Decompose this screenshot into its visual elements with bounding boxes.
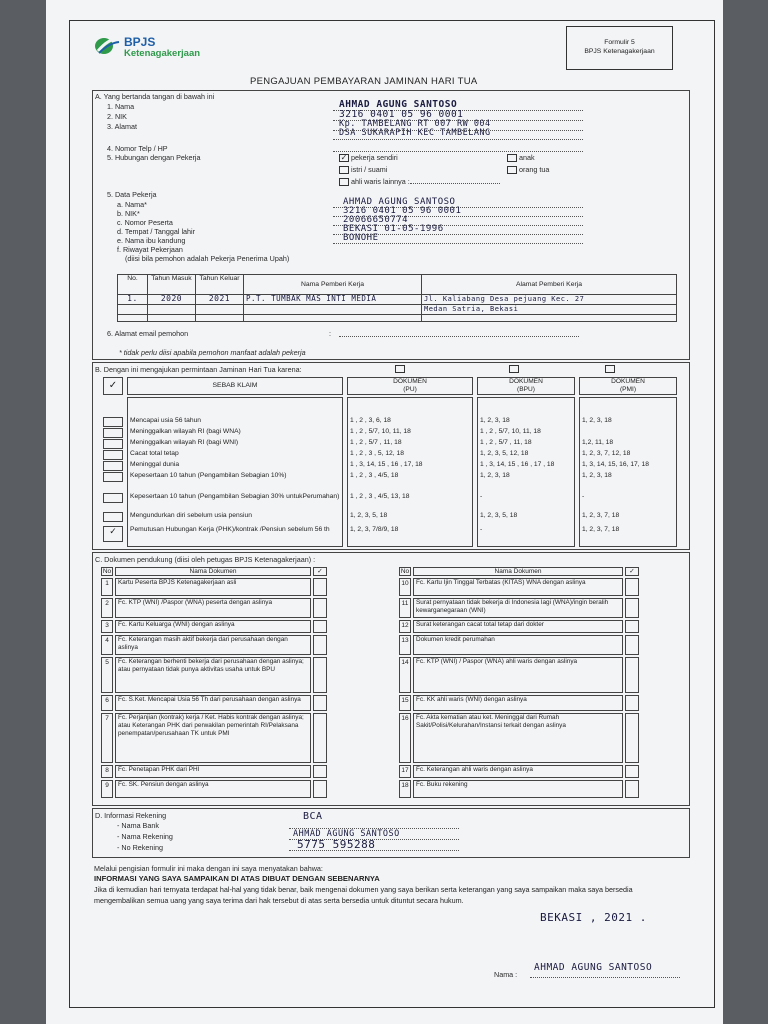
reason-doc-bpu: 1, 2, 3, 5, 18 [480, 512, 518, 519]
ahli-waris-checkbox[interactable] [339, 178, 349, 186]
reason-checkbox[interactable]: ✓ [103, 526, 123, 542]
label-email: 6. Alamat email pemohon [107, 329, 189, 338]
doc-name: Fc. Perjanjian (kontrak) kerja / Ket. Habis kontrak dengan aslinya; atau Keterangan PHK dari perwakilan pemerintah RI/Pelaksana penempatan/perusahaan TK untuk PMI [115, 713, 311, 763]
reason-label: Mencapai usia 56 tahun [130, 417, 202, 424]
doc-checkbox[interactable] [625, 578, 639, 596]
pekerja-nama-value[interactable]: AHMAD AGUNG SANTOSO [343, 197, 456, 207]
reason-doc-pu: 1 , 2 , 3 , 4/5, 13, 18 [350, 493, 410, 500]
doc-checkbox[interactable] [313, 765, 327, 778]
riwayat-col-masuk: Tahun Masuk [148, 275, 196, 295]
doc-number: 6 [101, 695, 113, 711]
section-b-heading: B. Dengan ini mengajukan permintaan Jaminan Hari Tua karena: [95, 365, 302, 374]
doc-checkbox[interactable] [625, 657, 639, 693]
reason-checkbox[interactable] [103, 450, 123, 460]
section-b [92, 362, 690, 550]
doc-number: 9 [101, 780, 113, 798]
left-doc-col-nama: Nama Dokumen [115, 567, 311, 576]
riwayat-col-pemberi: Nama Pemberi Kerja [244, 275, 422, 295]
doc-number: 11 [399, 598, 411, 618]
riwayat-col-no: No. [118, 275, 148, 295]
doc-number: 1 [101, 578, 113, 596]
reason-checkbox[interactable] [103, 428, 123, 438]
doc-number: 15 [399, 695, 411, 711]
dokumen-pu-header: DOKUMEN (PU) [347, 377, 473, 395]
ttl-value[interactable]: BEKASI 01-05-1996 [343, 224, 444, 234]
riwayat-masuk[interactable]: 2020 [148, 295, 196, 305]
pekerja-checkbox[interactable]: ✓ [340, 153, 348, 163]
reason-doc-bpu: 1, 2, 3, 5, 12, 18 [480, 450, 529, 457]
doc-checkbox[interactable] [313, 780, 327, 798]
istri-checkbox[interactable] [339, 166, 349, 174]
sebab-klaim-header: SEBAB KLAIM [127, 377, 343, 395]
doc-number: 14 [399, 657, 411, 693]
reason-doc-pmi: 1, 2, 3, 7, 18 [582, 512, 620, 519]
reason-doc-pmi: 1, 2, 3, 18 [582, 472, 612, 479]
reason-doc-pu: 1 , 2 , 3 , 4/5, 18 [350, 472, 399, 479]
reason-doc-pmi: 1, 2, 3, 18 [582, 417, 612, 424]
reason-label: Kepesertaan 10 tahun (Pengambilan Sebagian 10%) [130, 472, 287, 479]
reason-doc-bpu: 1 , 2 , 5/7 , 11, 18 [480, 439, 532, 446]
ibu-value[interactable]: BONOHE [343, 233, 379, 243]
section-a: A. Yang bertanda tangan di bawah ini 1. Nama 2. NIK 3. Alamat 4. Nomor Telp / HP 5. Hubungan dengan Pekerja AHMAD AGUNG SANTOSO 3216 0401 05 96 0001 Kp. TAMBELANG RT 007 RW 004 DSA SUKARAPIH KEC TAMBELANG ✓ pekerja sendiri istri / suami ahli waris lainnya : anak orang tua 5. Data Pekerja a. Nama* b. NIK* c. Nomor Peserta d. Tempat / Tanggal lahir e. Nama ibu kandung f. Riwayat Pekerjaan (diisi bila pemohon adalah Pekerja Penerima Upah) AHMAD AGUNG SANTOSO 3216 0401 05 96 0001 20066650774 BEKASI 01-05-1996 BONOHE No. Tahun Masuk Tahun Keluar Nama Pemberi Kerja Alamat Pemberi Kerja 1. 2020 2021 P.T. TUMBAK MAS INTI MEDIA Jl. Kaliabang Desa pejuang Kec. 27 Medan Satria, Bekasi 6. Alamat email pemohon : * tidak perlu diisi apabila pemohon manfaat adalah pekerja [92, 90, 690, 360]
doc-name: Dokumen kredit perumahan [413, 635, 623, 655]
reason-label: Cacat total tetap [130, 450, 179, 457]
reason-checkbox[interactable] [103, 461, 123, 471]
reason-label: Meninggalkan wilayah RI (bagi WNI) [130, 439, 239, 446]
label-alamat: 3. Alamat [107, 122, 137, 131]
section-a-note: * tidak perlu diisi apabila pemohon manfaat adalah pekerja [119, 348, 306, 357]
label-pekerja-nama: a. Nama* [117, 200, 147, 209]
doc-checkbox[interactable] [313, 657, 327, 693]
nama-rekening-value[interactable]: AHMAD AGUNG SANTOSO [293, 829, 400, 839]
form-page [46, 0, 723, 1024]
doc-checkbox[interactable] [625, 695, 639, 711]
riwayat-keluar[interactable]: 2021 [196, 295, 244, 305]
doc-name: Fc. KK ahli waris (WNI) dengan aslinya [413, 695, 623, 711]
doc-number: 5 [101, 657, 113, 693]
reason-doc-bpu: 1 , 2 , 5/7, 10, 11, 18 [480, 428, 541, 435]
label-nama-rekening: - Nama Rekening [117, 832, 173, 841]
reason-doc-bpu: - [480, 493, 483, 500]
reason-doc-pu: 1 , 2 , 3 , 5, 12, 18 [350, 450, 404, 457]
nama-value[interactable]: AHMAD AGUNG SANTOSO [339, 99, 458, 110]
riwayat-pemberi[interactable]: P.T. TUMBAK MAS INTI MEDIA [244, 295, 422, 305]
reason-checkbox[interactable] [103, 512, 123, 522]
reason-doc-pu: 1 , 2 , 5/7, 10, 11, 18 [350, 428, 411, 435]
nik-value[interactable]: 3216 0401 05 96 0001 [339, 109, 464, 120]
doc-number: 18 [399, 780, 411, 798]
doc-name: Kartu Peserta BPJS Ketenagakerjaan asli [115, 578, 311, 596]
orang-tua-checkbox[interactable] [507, 166, 517, 174]
reason-checkbox[interactable] [103, 472, 123, 482]
label-no-rekening: - No Rekening [117, 843, 163, 852]
section-a-heading: A. Yang bertanda tangan di bawah ini [95, 92, 215, 101]
doc-checkbox[interactable] [313, 635, 327, 655]
left-doc-col-no: No [102, 568, 112, 575]
relation-ahli-waris[interactable]: ahli waris lainnya : [339, 177, 500, 186]
relation-pekerja[interactable]: ✓ pekerja sendiri [340, 153, 398, 163]
data-pekerja-heading: 5. Data Pekerja [107, 190, 157, 199]
riwayat-row [118, 295, 677, 305]
doc-number: 7 [101, 713, 113, 763]
form-frame [69, 20, 715, 1008]
label-nik: 2. NIK [107, 112, 127, 121]
section-c-heading: C. Dokumen pendukung (diisi oleh petugas BPJS Ketenagakerjaan) : [95, 555, 316, 564]
doc-number: 4 [101, 635, 113, 655]
right-doc-col-no: No [400, 568, 410, 575]
label-riwayat: f. Riwayat Pekerjaan [117, 245, 183, 254]
bank-value[interactable]: BCA [303, 811, 323, 822]
section-c [92, 552, 690, 806]
doc-checkbox[interactable] [313, 620, 327, 633]
doc-checkbox[interactable] [313, 578, 327, 596]
doc-checkbox[interactable] [625, 598, 639, 618]
place-date[interactable]: BEKASI , 2021 . [540, 911, 647, 924]
doc-checkbox[interactable] [625, 620, 639, 633]
reason-checkbox[interactable] [103, 417, 123, 427]
reason-checkbox[interactable] [103, 439, 123, 449]
reason-doc-bpu: 1, 2, 3, 18 [480, 472, 510, 479]
relation-anak[interactable]: anak [507, 153, 535, 162]
doc-name: Fc. Keterangan ahli waris dengan aslinya [413, 765, 623, 778]
doc-name: Fc. SK. Pensiun dengan aslinya [115, 780, 311, 798]
reason-doc-pmi: 1, 2, 3, 7, 12, 18 [582, 450, 631, 457]
bpjs-logo-icon [94, 35, 120, 57]
reason-doc-pu: 1, 2, 3, 7/8/9, 18 [350, 526, 399, 533]
doc-number: 10 [399, 578, 411, 596]
dokumen-pmi-header: DOKUMEN (PMI) [579, 377, 677, 395]
doc-checkbox[interactable] [625, 713, 639, 763]
doc-name: Fc. Buku rekening [413, 780, 623, 798]
doc-name: Fc. S.Ket. Mencapai Usia 56 Th dari perusahaan dengan aslinya [115, 695, 311, 711]
doc-checkbox[interactable] [625, 635, 639, 655]
form-number: Formulir 5 [604, 39, 635, 46]
riwayat-col-alamat: Alamat Pemberi Kerja [422, 275, 677, 295]
reason-doc-bpu: 1 , 3, 14, 15 , 16 , 17 , 18 [480, 461, 555, 468]
alamat-value-2[interactable]: DSA SUKARAPIH KEC TAMBELANG [339, 128, 491, 138]
doc-name: Fc. Akta kematian atau ket. Meninggal dari Rumah Sakit/Polisi/Kelurahan/Instansi terkait dengan aslinya [413, 713, 623, 763]
pmi-checkbox[interactable] [605, 365, 615, 373]
anak-checkbox[interactable] [507, 154, 517, 162]
label-bank: - Nama Bank [117, 821, 159, 830]
doc-number: 12 [399, 620, 411, 633]
doc-number: 8 [101, 765, 113, 778]
riwayat-note: (diisi bila pemohon adalah Pekerja Penerima Upah) [125, 254, 290, 263]
bpu-checkbox[interactable] [509, 365, 519, 373]
reason-doc-pu: 1 , 2 , 5/7 , 11, 18 [350, 439, 402, 446]
reason-doc-bpu: 1, 2, 3, 18 [480, 417, 510, 424]
label-pekerja-nik: b. NIK* [117, 209, 140, 218]
reason-doc-pu: 1 , 3, 14, 15 , 16 , 17, 18 [350, 461, 423, 468]
logo-text: BPJS [124, 35, 156, 49]
right-doc-col-nama: Nama Dokumen [413, 567, 623, 576]
email-field[interactable] [339, 336, 579, 337]
reason-checkbox[interactable] [103, 493, 123, 503]
riwayat-col-keluar: Tahun Keluar [196, 275, 244, 295]
reason-label: Kepesertaan 10 tahun (Pengambilan Sebagian 30% untukPerumahan) [130, 493, 340, 500]
reason-label: Pemutusan Hubungan Kerja (PHK)/kontrak /Pensiun sebelum 56 th [130, 526, 330, 533]
doc-name: Fc. Keterangan masih aktif bekerja dari perusahaan dengan aslinya [115, 635, 311, 655]
label-telp: 4. Nomor Telp / HP [107, 144, 168, 153]
doc-checkbox[interactable] [313, 713, 327, 763]
form-org: BPJS Ketenagakerjaan [584, 48, 655, 55]
doc-name: Surat pernyataan tidak bekerja di Indonesia lagi (WNA)/ingin beralih kewarganegaraan (WNI) [413, 598, 623, 618]
no-rekening-value[interactable]: 5775 595288 [297, 838, 376, 851]
alamat-value-1[interactable]: Kp. TAMBELANG RT 007 RW 004 [339, 119, 491, 129]
doc-checkbox[interactable] [625, 765, 639, 778]
doc-name: Surat keterangan cacat total tetap dari dokter [413, 620, 623, 633]
pu-checkbox[interactable] [395, 365, 405, 373]
relation-orang-tua[interactable]: orang tua [507, 165, 549, 174]
nomor-peserta-value[interactable]: 20066650774 [343, 215, 409, 225]
doc-name: Fc. Kartu Keluarga (WNI) dengan aslinya [115, 620, 311, 633]
doc-name: Fc. Keterangan berhenti bekerja dari perusahaan dengan aslinya; atau pernyataan tidak punya aktivitas usaha untuk BPU [115, 657, 311, 693]
label-hubungan: 5. Hubungan dengan Pekerja [107, 153, 201, 162]
right-doc-col-check: ✓ [625, 567, 639, 576]
form-title: PENGAJUAN PEMBAYARAN JAMINAN HARI TUA [250, 76, 478, 87]
reason-label: Mengundurkan diri sebelum usia pensiun [130, 512, 252, 519]
doc-number: 16 [399, 713, 411, 763]
reason-doc-pmi: 1,2, 11, 18 [582, 439, 614, 446]
doc-number: 2 [101, 598, 113, 618]
doc-checkbox[interactable] [625, 780, 639, 798]
reason-doc-pmi: - [582, 493, 585, 500]
check-header: ✓ [103, 377, 123, 395]
doc-checkbox[interactable] [313, 598, 327, 618]
riwayat-alamat-2[interactable]: Medan Satria, Bekasi [422, 305, 677, 315]
pekerja-nik-value[interactable]: 3216 0401 05 96 0001 [343, 206, 462, 216]
label-nama: 1. Nama [107, 102, 135, 111]
left-doc-col-check: ✓ [313, 567, 327, 576]
statement-body: Jika di kemudian hari ternyata terdapat hal-hal yang tidak benar, baik mengenai dokumen yang saya berikan serta keterangan yang saya sampaikan maka saya bersedia mengembalikan semua uang yang saya terima dari hak tersebut di atas serta bersedia untuk dituntut secara hukum. [94, 885, 633, 905]
reason-doc-bpu: - [480, 526, 483, 533]
reason-doc-pmi: 1, 2, 3, 7, 18 [582, 526, 620, 533]
signature-name[interactable]: AHMAD AGUNG SANTOSO [534, 962, 653, 973]
statement-bold: INFORMASI YANG SAYA SAMPAIKAN DI ATAS DIBUAT DENGAN SEBENARNYA [94, 874, 380, 883]
dokumen-bpu-header: DOKUMEN (BPU) [477, 377, 575, 395]
label-nomor-peserta: c. Nomor Peserta [117, 218, 173, 227]
form-number-box [566, 26, 673, 70]
doc-number: 13 [399, 635, 411, 655]
label-ibu: e. Nama ibu kandung [117, 236, 186, 245]
reason-doc-pu: 1, 2, 3, 5, 18 [350, 512, 388, 519]
section-d-heading: D. Informasi Rekening [95, 811, 167, 820]
reason-doc-pmi: 1, 3, 14, 15, 16, 17, 18 [582, 461, 649, 468]
label-ttl: d. Tempat / Tanggal lahir [117, 227, 196, 236]
riwayat-alamat-1[interactable]: Jl. Kaliabang Desa pejuang Kec. 27 [422, 295, 677, 305]
reason-label: Meninggalkan wilayah RI (bagi WNA) [130, 428, 241, 435]
section-d [92, 808, 690, 858]
doc-name: Fc. KTP (WNI) / Paspor (WNA) ahli waris dengan aslinya [413, 657, 623, 693]
doc-name: Fc. KTP (WNI) /Paspor (WNA) peserta dengan aslinya [115, 598, 311, 618]
riwayat-table [117, 274, 677, 322]
doc-name: Fc. Kartu Ijin Tinggal Terbatas (KITAS) WNA dengan aslinya [413, 578, 623, 596]
doc-name: Fc. Penetapan PHK dari PHI [115, 765, 311, 778]
doc-checkbox[interactable] [313, 695, 327, 711]
doc-number: 3 [101, 620, 113, 633]
reason-label: Meninggal dunia [130, 461, 180, 468]
logo-subtext: Ketenagakerjaan [124, 48, 201, 59]
nama-label: Nama : [494, 970, 518, 979]
relation-istri[interactable]: istri / suami [339, 165, 387, 174]
riwayat-no[interactable]: 1. [118, 295, 148, 305]
statement-intro: Melalui pengisian formulir ini maka dengan ini saya menyatakan bahwa: [94, 864, 323, 873]
reason-doc-pu: 1 , 2 , 3, 6, 18 [350, 417, 391, 424]
doc-number: 17 [399, 765, 411, 778]
